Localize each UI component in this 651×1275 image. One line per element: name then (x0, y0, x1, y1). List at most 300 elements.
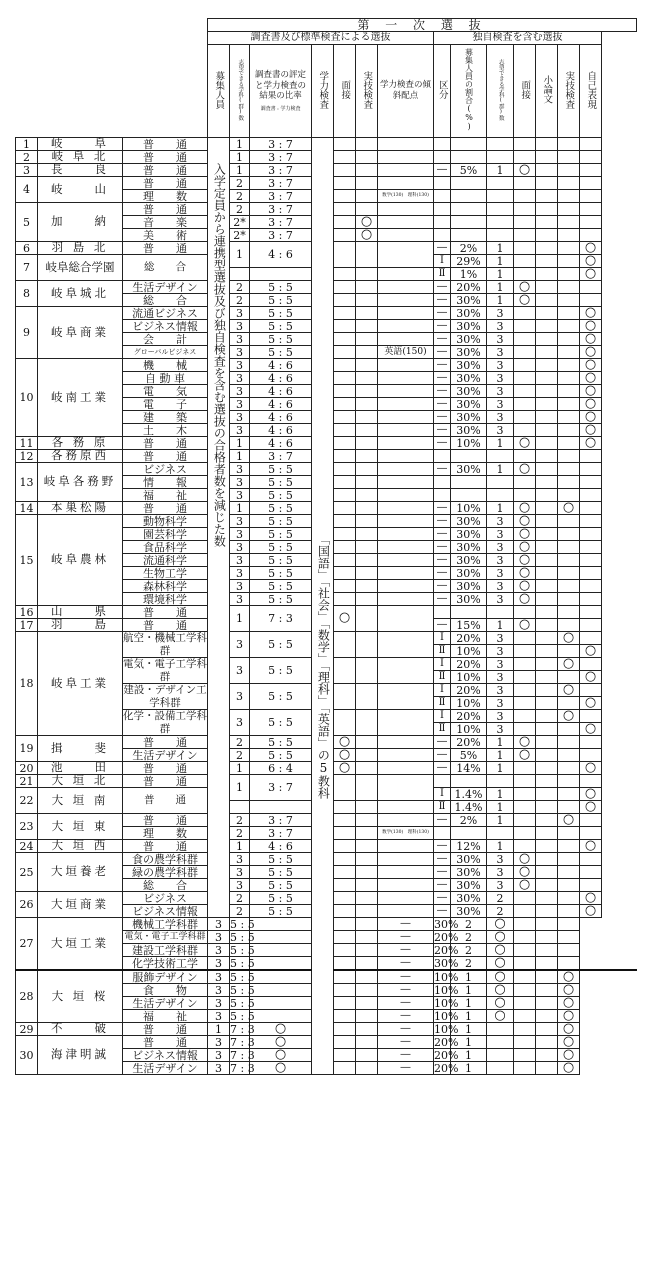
jitsugi-mark (356, 801, 378, 814)
kubun-value: ― (434, 164, 451, 177)
jiko-value: ○ (580, 697, 602, 710)
mensetsu2-value (514, 216, 536, 229)
jitsugi-mark (356, 593, 378, 606)
keisha-note (378, 905, 434, 918)
shibo-count: 3 (230, 320, 250, 333)
jitsugi2-value (558, 580, 580, 593)
jiko-value (580, 203, 602, 216)
mensetsu-mark: ○ (250, 1023, 312, 1036)
shibo-count: 3 (230, 853, 250, 866)
ratio: 5 : 5 (250, 593, 312, 606)
jitsugi-mark (356, 853, 378, 866)
kubun-value: ― (434, 905, 451, 918)
school-number: 7 (16, 255, 38, 281)
keisha-note (378, 762, 434, 775)
col-boshu: 募集人員 (213, 70, 225, 109)
shibo2-value: 1 (487, 788, 514, 801)
kubun-value: Ⅱ (434, 723, 451, 736)
mensetsu-mark (250, 944, 312, 957)
ratio: 5 : 5 (250, 710, 312, 736)
school-name: 各務原西 (38, 450, 123, 463)
shibo-count: 1 (230, 242, 250, 268)
ratio: 3 : 7 (250, 775, 312, 801)
course-name: 普 通 (123, 788, 208, 814)
jitsugi2-value (536, 1062, 558, 1075)
shoronbun-value (536, 255, 558, 268)
jitsugi2-value (536, 970, 558, 984)
jitsugi-mark (334, 957, 356, 971)
shoronbun-value (514, 957, 536, 971)
kubun-value: ― (434, 762, 451, 775)
jitsugi2-value (536, 1010, 558, 1023)
shoronbun-value (536, 671, 558, 684)
mensetsu2-value: ○ (514, 866, 536, 879)
course-name: 普 通 (123, 736, 208, 749)
mensetsu-mark (334, 268, 356, 281)
jitsugi-mark (356, 684, 378, 710)
mensetsu2-value (514, 684, 536, 697)
col-kubun: 区分 (436, 80, 448, 99)
kubun-value: ― (434, 593, 451, 606)
shoronbun-value (536, 736, 558, 749)
wari-value (451, 216, 487, 229)
jitsugi2-value (558, 892, 580, 905)
shoronbun-value (536, 762, 558, 775)
shibo2-value: 1 (487, 281, 514, 294)
course-name: 食の農学科群 (123, 853, 208, 866)
school-name: 池 田 (38, 762, 123, 775)
shoronbun-value (514, 1049, 536, 1062)
course-name: 電気・電子工学科群 (123, 658, 208, 683)
jitsugi2-value (536, 1023, 558, 1036)
keisha-note (378, 801, 434, 814)
mensetsu-mark (334, 775, 356, 801)
shoronbun-value (514, 970, 536, 984)
wari-value: 30% (451, 593, 487, 606)
jitsugi2-value (558, 151, 580, 164)
shibo-count: 3 (230, 333, 250, 346)
wari-value (451, 827, 487, 840)
shibo-count: 1 (230, 437, 250, 450)
wari-value (451, 606, 487, 619)
mensetsu2-value (514, 710, 536, 723)
school-name: 大垣工業 (38, 918, 123, 971)
jitsugi2-value (558, 255, 580, 268)
jitsugi-mark (334, 1062, 356, 1075)
school-number: 9 (16, 307, 38, 359)
shoronbun-value (536, 346, 558, 359)
mensetsu-mark (334, 892, 356, 905)
jitsugi-mark (356, 892, 378, 905)
school-number: 30 (16, 1036, 38, 1075)
ratio: 3 : 7 (250, 138, 312, 151)
wari-value: 10% (434, 970, 459, 984)
shibo2-value: 3 (487, 632, 514, 645)
school-number: 17 (16, 619, 38, 632)
kubun-value: ― (378, 997, 434, 1010)
school-number: 28 (16, 970, 38, 1023)
school-name: 岐阜各務野 (38, 463, 123, 502)
shibo-count: 3 (230, 307, 250, 320)
course-name: 生活デザイン (123, 281, 208, 294)
kubun-value: ― (434, 307, 451, 320)
course-name: 普 通 (123, 203, 208, 216)
course-name: 理 数 (123, 827, 208, 840)
ratio: 4 : 6 (250, 359, 312, 372)
course-name: 福 祉 (123, 1010, 208, 1023)
mensetsu-mark: ○ (250, 1036, 312, 1049)
kubun-value: ― (434, 359, 451, 372)
shibo2-value: 1 (451, 970, 487, 984)
course-name: 食 物 (123, 984, 208, 997)
shibo-count: 1 (230, 151, 250, 164)
kubun-value: ― (378, 931, 434, 944)
ratio: 5 : 5 (230, 943, 255, 957)
jitsugi-mark (334, 970, 356, 984)
shoronbun-value (514, 1023, 536, 1036)
keisha-note (356, 931, 378, 944)
shoronbun-value (536, 840, 558, 853)
kubun-value: ― (378, 1023, 434, 1036)
jitsugi-mark: ○ (356, 216, 378, 229)
kubun-value: ― (434, 320, 451, 333)
shibo-count: 3 (208, 1036, 230, 1049)
jiko-value (580, 138, 602, 151)
ratio: 5 : 5 (250, 294, 312, 307)
mensetsu2-value (514, 801, 536, 814)
school-number: 26 (16, 892, 38, 918)
keisha-note (378, 177, 434, 190)
shibo2-value: 2 (451, 944, 487, 957)
jitsugi-mark (356, 164, 378, 177)
ratio: 5 : 5 (250, 749, 312, 762)
keisha-note (378, 866, 434, 879)
boshu-merged-text: 入学定員から連携型選抜及び独自検査を含む選抜の合格者数を減じた数 (212, 163, 227, 547)
shoronbun-value (536, 307, 558, 320)
wari-value: 10% (451, 437, 487, 450)
shoronbun-value (536, 580, 558, 593)
mensetsu2-value (514, 333, 536, 346)
jitsugi2-value (558, 476, 580, 489)
mensetsu-mark (334, 346, 356, 359)
shoronbun-value (514, 944, 536, 957)
course-name: 園芸科学 (123, 528, 208, 541)
jiko-value (558, 918, 580, 931)
wari-value: 10% (451, 697, 487, 710)
shibo2-value: 3 (487, 853, 514, 866)
ratio: 5 : 5 (250, 281, 312, 294)
school-name: 大垣養老 (38, 853, 123, 892)
mensetsu-mark (334, 567, 356, 580)
shibo2-value: 1 (451, 997, 487, 1010)
shoronbun-value (536, 294, 558, 307)
mensetsu2-value (514, 411, 536, 424)
shoronbun-value (536, 229, 558, 242)
jiko-value: ○ (580, 723, 602, 736)
mensetsu-mark (334, 710, 356, 736)
wari-value: 29% (451, 255, 487, 268)
course-name: 化学・設備工学科群 (123, 710, 208, 735)
course-name: 緑の農学科群 (123, 866, 208, 879)
shoronbun-value (536, 879, 558, 892)
shibo-count: 3 (230, 398, 250, 411)
jitsugi-mark (356, 385, 378, 398)
course-name: 普 通 (123, 177, 208, 190)
jiko-value (580, 528, 602, 541)
course-name: 普 通 (123, 437, 208, 450)
mensetsu-mark (334, 164, 356, 177)
course-name: 機 械 (123, 359, 208, 372)
shoronbun-value (536, 489, 558, 502)
jiko-value: ○ (580, 255, 602, 268)
kubun-value: ― (434, 502, 451, 515)
jitsugi2-value (558, 203, 580, 216)
gakuryoku-merged-text: 「国語」「社会」「数学」「理科」「英語」の5教科 (316, 533, 331, 799)
wari-value: 20% (434, 943, 459, 957)
course-name: 生活デザイン (123, 997, 208, 1010)
col-mensetsu: 面接 (339, 80, 351, 99)
jiko-value (580, 866, 602, 879)
shibo-count: 1 (230, 138, 250, 151)
kubun-value (434, 138, 451, 151)
shoronbun-value (536, 775, 558, 788)
ratio: 5 : 5 (250, 736, 312, 749)
keisha-note (378, 320, 434, 333)
course-name: 普 通 (123, 151, 208, 164)
course-name: 普 通 (123, 619, 208, 632)
col-ratio-sub: 調査書 : 学力検査 (260, 105, 301, 112)
wari-value: 30% (451, 359, 487, 372)
shibo-count: 3 (208, 984, 230, 997)
mensetsu2-value (514, 255, 536, 268)
mensetsu2-value: ○ (514, 593, 536, 606)
jitsugi-mark (356, 398, 378, 411)
jitsugi-mark (356, 190, 378, 203)
shoronbun-value (536, 242, 558, 255)
jiko-value: ○ (558, 1062, 580, 1075)
shibo2-value: 3 (487, 554, 514, 567)
jitsugi2-value: ○ (558, 502, 580, 515)
wari-value: 30% (451, 320, 487, 333)
mensetsu2-value (514, 138, 536, 151)
mensetsu-mark: ○ (334, 736, 356, 749)
ratio: 4 : 6 (250, 385, 312, 398)
school-name: 岐阜城北 (38, 281, 123, 307)
keisha-note (378, 437, 434, 450)
keisha-note (378, 502, 434, 515)
jiko-value (580, 580, 602, 593)
shoronbun-value (536, 515, 558, 528)
course-name: 動物科学 (123, 515, 208, 528)
section-original: 独自検査を含む選抜 (434, 32, 602, 45)
keisha-note (378, 164, 434, 177)
shibo2-value: 3 (487, 567, 514, 580)
shibo-count: 2* (230, 229, 250, 242)
kubun-value: ― (434, 749, 451, 762)
shibo2-value: 1 (487, 437, 514, 450)
mensetsu2-value (514, 385, 536, 398)
shoronbun-value (536, 684, 558, 697)
mensetsu-mark (334, 593, 356, 606)
ratio: 5 : 5 (250, 580, 312, 593)
shibo-count: 3 (230, 593, 250, 606)
jitsugi-mark (356, 515, 378, 528)
ratio: 6 : 4 (250, 762, 312, 775)
mensetsu-mark (334, 658, 356, 684)
course-name: 普 通 (123, 450, 208, 463)
shibo2-value: 2 (451, 918, 487, 931)
shibo2-value (487, 450, 514, 463)
mensetsu2-value (514, 307, 536, 320)
wari-value: 20% (434, 1061, 459, 1075)
shibo-count: 1 (230, 775, 250, 801)
keisha-note (378, 853, 434, 866)
keisha-note: 英語(150) (378, 346, 434, 359)
shibo-count: 2 (230, 294, 250, 307)
mensetsu2-value (514, 372, 536, 385)
wari-value: 15% (451, 619, 487, 632)
keisha-note (378, 840, 434, 853)
wari-value: 30% (451, 528, 487, 541)
course-name: 総 合 (123, 255, 208, 281)
shoronbun-value (536, 905, 558, 918)
gakuryoku-merged (312, 138, 334, 1075)
col-wari: 募集人員の割合(%) (464, 48, 474, 131)
section-standard: 調査書及び標準検査による選抜 (208, 32, 434, 45)
ratio: 5 : 5 (250, 567, 312, 580)
ratio: 5 : 5 (250, 346, 312, 359)
kubun-value: ― (378, 918, 434, 931)
course-name: 流通ビジネス (123, 307, 208, 320)
shoronbun-value (536, 710, 558, 723)
jitsugi2-value (558, 905, 580, 918)
shibo-count: 3 (208, 944, 230, 957)
school-number: 1 (16, 138, 38, 151)
jiko-value (580, 190, 602, 203)
course-name: グローバルビジネス (123, 346, 208, 359)
mensetsu2-value (514, 671, 536, 684)
jiko-value: ○ (580, 437, 602, 450)
mensetsu-mark (334, 840, 356, 853)
jitsugi-mark (356, 658, 378, 684)
mensetsu-mark (250, 984, 312, 997)
course-name: ビジネス (123, 892, 208, 905)
ratio: 5 : 5 (230, 996, 255, 1010)
keisha-note (378, 736, 434, 749)
mensetsu2-value: ○ (514, 567, 536, 580)
mensetsu2-value (514, 359, 536, 372)
jitsugi2-value (558, 307, 580, 320)
shibo-count: 3 (230, 879, 250, 892)
wari-value: 30% (451, 398, 487, 411)
kubun-value: ― (434, 333, 451, 346)
wari-value: 30% (451, 866, 487, 879)
mensetsu2-value: ○ (514, 879, 536, 892)
mensetsu-mark (334, 437, 356, 450)
mensetsu-mark (250, 957, 312, 971)
shoronbun-value (536, 281, 558, 294)
shibo-count: 3 (230, 385, 250, 398)
shibo2-value: 3 (487, 684, 514, 697)
school-name: 加 納 (38, 203, 123, 242)
mensetsu-mark (334, 216, 356, 229)
shibo-count: 2* (230, 216, 250, 229)
shibo2-value: 1 (487, 762, 514, 775)
ratio: 5 : 5 (250, 515, 312, 528)
shibo2-value: 1 (487, 164, 514, 177)
keisha-note (356, 970, 378, 984)
jitsugi-mark (356, 151, 378, 164)
kubun-value (434, 450, 451, 463)
shibo2-value: 1 (487, 840, 514, 853)
jitsugi2-value (558, 372, 580, 385)
wari-value: 10% (451, 723, 487, 736)
mensetsu-mark (250, 931, 312, 944)
shibo-count: 3 (230, 411, 250, 424)
shibo-count: 2 (230, 905, 250, 918)
jiko-value: ○ (558, 970, 580, 984)
shibo-count: 2 (230, 190, 250, 203)
shibo2-value: 1 (487, 255, 514, 268)
ratio: 3 : 7 (250, 827, 312, 840)
wari-value: 20% (451, 684, 487, 697)
keisha-note (378, 151, 434, 164)
mensetsu-mark (334, 502, 356, 515)
keisha-note (378, 203, 434, 216)
mensetsu-mark (250, 997, 312, 1010)
shibo-count: 1 (230, 502, 250, 515)
keisha-note (378, 385, 434, 398)
shoronbun-value (514, 997, 536, 1010)
shoronbun-value (536, 333, 558, 346)
school-number: 25 (16, 853, 38, 892)
shoronbun-value (536, 151, 558, 164)
school-name: 大 垣 桜 (38, 970, 123, 1023)
kubun-value: ― (434, 736, 451, 749)
school-name: 大 垣 北 (38, 775, 123, 788)
ratio: 5 : 5 (250, 489, 312, 502)
jitsugi-mark (356, 424, 378, 437)
kubun-value: ― (434, 424, 451, 437)
jitsugi2-value (558, 294, 580, 307)
school-name: 岐阜商業 (38, 307, 123, 359)
ratio: 5 : 5 (250, 658, 312, 684)
shibo2-value: 1 (451, 984, 487, 997)
school-number: 2 (16, 151, 38, 164)
shibo2-value: 1 (487, 502, 514, 515)
shibo-count (230, 268, 250, 281)
jitsugi2-value (558, 164, 580, 177)
kubun-value: ― (434, 528, 451, 541)
mensetsu-mark (334, 294, 356, 307)
course-name: 機械工学科群 (123, 918, 208, 931)
shibo-count: 3 (230, 684, 250, 710)
course-name: 電 気 (123, 385, 208, 398)
jitsugi-mark (356, 502, 378, 515)
wari-value: 10% (451, 645, 487, 658)
jiko-value: ○ (580, 307, 602, 320)
jitsugi2-value (558, 554, 580, 567)
shoronbun-value (536, 606, 558, 619)
shibo-count: 3 (230, 359, 250, 372)
jitsugi2-value (558, 333, 580, 346)
kubun-value: ― (434, 554, 451, 567)
kubun-value: Ⅰ (434, 632, 451, 645)
col-gakuryoku: 学力検査 (317, 70, 329, 109)
jitsugi-mark (356, 463, 378, 476)
shibo2-value: 3 (487, 541, 514, 554)
mensetsu-mark (334, 372, 356, 385)
